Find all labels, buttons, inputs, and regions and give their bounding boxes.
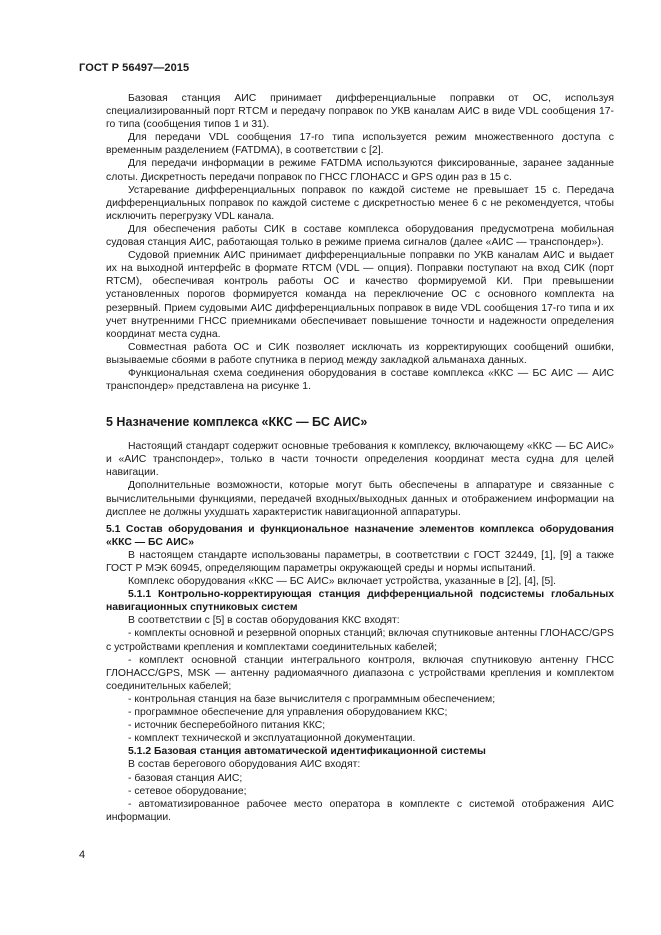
- document-header: ГОСТ Р 56497—2015: [79, 62, 190, 74]
- list-item: - автоматизированное рабочее место оператора в комплекте с системой отображения АИС информации.: [106, 798, 614, 823]
- paragraph: Для передачи информации в режиме FATDMA используются фиксированные, заранее заданные слоты. Дискретность передачи поправок по ГНСС ГЛОНАСС и GPS один раз в 15 с.: [106, 158, 614, 183]
- list-item: - контрольная станция на базе вычислителя с программным обеспечением;: [128, 693, 496, 705]
- list-item: - комплект технической и эксплуатационной документации.: [128, 733, 416, 745]
- paragraph: Функциональная схема соединения оборудования в составе комплекса «ККС — БС АИС — АИС транспондер» представлена на рисунке 1.: [106, 367, 614, 393]
- section-5-title: 5 Назначение комплекса «ККС — БС АИС»: [106, 415, 368, 430]
- paragraph: Для передачи VDL сообщения 17-го типа используется режим множественного доступа с временным разделением (FATDMA), в соответствии с [2].: [106, 132, 614, 157]
- paragraph: Для обеспечения работы СИК в составе комплекса оборудования предусмотрена мобильная судовая станция АИС, работающая только в режиме приема сигналов (далее «АИС — транспондер»).: [106, 223, 614, 249]
- page-number: 4: [79, 849, 86, 861]
- paragraph: Дополнительные возможности, которые могут быть обеспечены в аппаратуре и связанные с вычислительными функциями, передачей входных/выходных данных и отображением информации на дисплее не должны ухудшать характеристик навигационной аппаратуры.: [106, 480, 614, 518]
- list-item: - программное обеспечение для управления оборудованием ККС;: [128, 707, 448, 719]
- paragraph: Устаревание дифференциальных поправок по каждой системе не превышает 15 с. Передача дифференциальных поправок по каждой системе с дискретностью менее 6 с не рекомендуется, чтобы исключить перегрузку VDL канала.: [106, 184, 614, 222]
- document-body: [106, 92, 614, 824]
- paragraph: Судовой приемник АИС принимает дифференциальные поправки по УКВ каналам АИС и выдает их на выходной интерфейс в формате RTCM (VDL — опция). Поправки поступают на вход СИК (порт RTCM), обеспечивая контроль работы ОС и качество формируемой КИ. При превышении установленных порогов формируется команда на переключение ОС с основного комплекта на резервный. Прием судовыми АИС дифференциальных поправок в виде VDL сообщения 17-го типа и их учет внутренними ГНСС приемниками обеспечивает повышение точности и надежности определения координат места судна.: [106, 250, 614, 340]
- list-item: - комплект основной станции интегрального контроля, включая спутниковую антенну ГНСС ГЛОНАСС/GPS, MSK — антенну радиомаячного диапазона с устройствами крепления и комплектом соединительных кабелей;: [106, 654, 614, 692]
- list-item: - базовая станция АИС;: [128, 772, 243, 784]
- paragraph: Базовая станция АИС принимает дифференциальные поправки от ОС, используя специализированный порт RTCM и передачу поправок по УКВ каналам АИС в виде VDL сообщения 17-го типа (сообщения типов 1 и 31).: [106, 93, 614, 131]
- section-5-1-2-title: 5.1.2 Базовая станция автоматической идентификационной системы: [128, 746, 486, 758]
- list-item: - комплекты основной и резервной опорных станций; включая спутниковые антенны ГЛОНАСС/GPS с устройствами крепления и комплектами соединительных кабелей;: [106, 628, 614, 653]
- paragraph: Комплекс оборудования «ККС — БС АИС» включает устройства, указанные в [2], [4], [5].: [128, 576, 557, 588]
- section-5-1-1-title: 5.1.1 Контрольно-корректирующая станция дифференциальной подсистемы глобальных навигационных спутниковых систем: [106, 589, 614, 614]
- paragraph: В настоящем стандарте использованы параметры, в соответствии с ГОСТ 32449, [1], [9] а также ГОСТ Р МЭК 60945, определяющим параметры окружающей среды и нормы испытаний.: [106, 549, 614, 574]
- paragraph: Настоящий стандарт содержит основные требования к комплексу, включающему «ККС — БС АИС» и «АИС транспондер», только в части точности определения координат места судна для целей навигации.: [106, 441, 614, 479]
- paragraph: В состав берегового оборудования АИС входят:: [128, 759, 361, 771]
- section-5-1-title: 5.1 Состав оборудования и функциональное назначение элементов комплекса оборудования «ККС — БС АИС»: [106, 523, 614, 548]
- list-item: - сетевое оборудование;: [128, 785, 247, 797]
- paragraph: Совместная работа ОС и СИК позволяет исключать из корректирующих сообщений ошибки, вызываемые сбоями в работе спутника в период между закладкой альманаха данных.: [106, 341, 614, 366]
- list-item: - источник бесперебойного питания ККС;: [128, 720, 326, 732]
- paragraph: В соответствии с [5] в состав оборудования ККС входят:: [128, 615, 400, 627]
